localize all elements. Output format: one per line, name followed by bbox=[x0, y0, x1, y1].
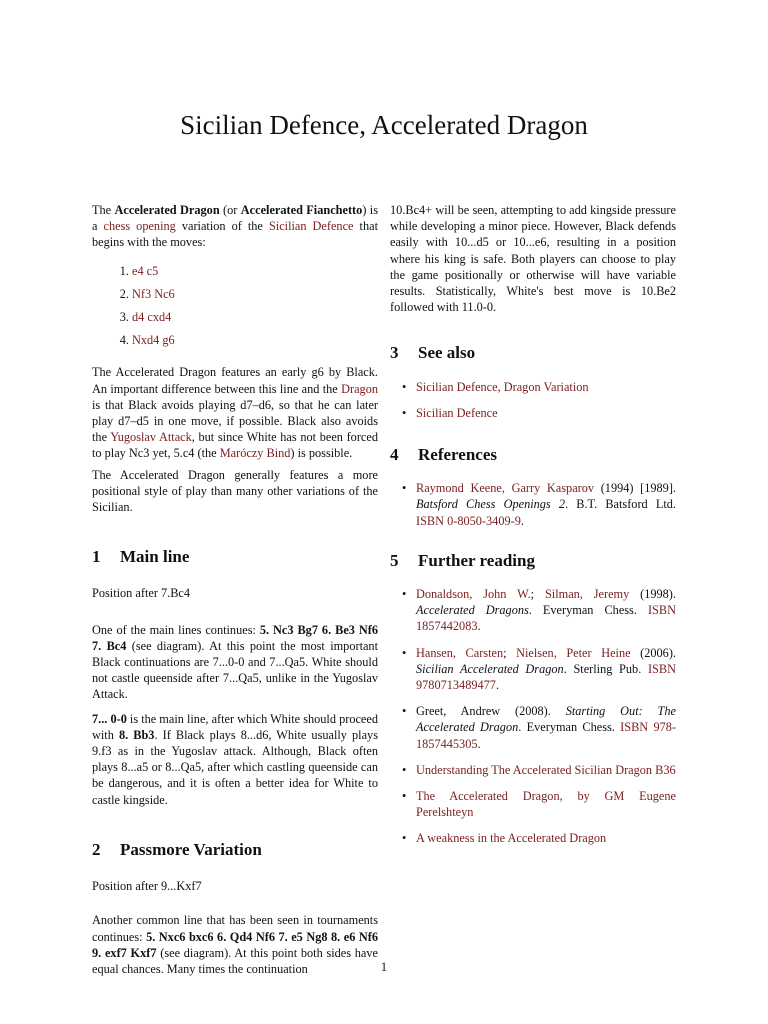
left-column bbox=[92, 202, 378, 982]
intro-paragraph: The Accelerated Dragon (or Accelerated Fianchetto) is a chess opening variation of the Sicilian Defence that begins with the moves: bbox=[92, 203, 378, 250]
section-heading-passmore: 2 Passmore Variation bbox=[92, 839, 262, 859]
move-item[interactable]: 2. Nf3 Nc6 bbox=[132, 286, 378, 302]
reading-item: • Donaldson, John W.; Silman, Jeremy (1998). Accelerated Dragons. Everyman Chess. ISBN 1857442083. bbox=[390, 586, 676, 635]
reading-item[interactable]: • Understanding The Accelerated Sicilian Dragon B36 bbox=[390, 762, 676, 778]
move-item[interactable]: 3. d4 cxd4 bbox=[132, 309, 378, 325]
dragon-link[interactable]: Dragon bbox=[341, 381, 378, 396]
sicilian-defence-link[interactable]: Sicilian Defence bbox=[268, 219, 354, 234]
positional-style-paragraph: The Accelerated Dragon generally features a more positional style of play than many other variations of the Sicilian. bbox=[92, 467, 378, 515]
page-number: 1 bbox=[380, 960, 388, 974]
move-item[interactable]: 4. Nxd4 g6 bbox=[132, 332, 378, 348]
see-also-list bbox=[390, 379, 676, 421]
passmore-paragraph: Another common line that has been seen in tournaments continues: 5. Nxc6 bxc6 6. Qd4 Nf6 7. e5 Ng8 8. e6 Nf6 9. exf7 Kxf7 (see diagram). At this point both sides have equal chances. Many times the continuation bbox=[92, 913, 378, 976]
reading-item[interactable]: • A weakness in the Accelerated Dragon bbox=[390, 830, 676, 846]
diagram-caption: Position after 9...Kxf7 bbox=[92, 879, 202, 894]
list-item[interactable]: • Sicilian Defence bbox=[390, 405, 676, 421]
section-heading-see-also: 3 See also bbox=[390, 343, 476, 363]
diagram-caption: Position after 7.Bc4 bbox=[92, 586, 191, 601]
page-title: Sicilian Defence, Accelerated Dragon bbox=[180, 110, 588, 140]
reading-item: • Hansen, Carsten; Nielsen, Peter Heine (2006). Sicilian Accelerated Dragon. Sterling Pub. ISBN 9780713489477. bbox=[390, 645, 676, 694]
section-heading-further-reading: 5 Further reading bbox=[390, 550, 535, 570]
right-column bbox=[390, 202, 676, 857]
chess-opening-link[interactable]: chess opening bbox=[103, 219, 176, 234]
section-heading-main-line: 1 Main line bbox=[92, 547, 190, 567]
reading-item[interactable]: • The Accelerated Dragon, by GM Eugene Perelshteyn bbox=[390, 788, 676, 820]
reference-item: • Raymond Keene, Garry Kasparov (1994) [1989]. Batsford Chess Openings 2. B.T. Batsford Ltd. ISBN 0-8050-3409-9. bbox=[390, 480, 676, 529]
section-heading-references: 4 References bbox=[390, 445, 497, 465]
passmore-continuation-paragraph: 10.Bc4+ will be seen, attempting to add kingside pressure while developing a minor piece. However, Black defends easily with 10...d5 or 10...e6, resulting in a position where his king is safe. Both players can choose to play the game positionally or otherwise will have variable results. Statistically, White's best move is 10.Be2 followed with 11.0-0. bbox=[390, 203, 676, 315]
reading-item: • Greet, Andrew (2008). Starting Out: The Accelerated Dragon. Everyman Chess. ISBN 978-1857445305. bbox=[390, 703, 676, 752]
further-reading-list bbox=[390, 586, 676, 847]
yugoslav-attack-link[interactable]: Yugoslav Attack bbox=[110, 430, 192, 445]
list-item[interactable]: • Sicilian Defence, Dragon Variation bbox=[390, 379, 676, 395]
main-line-paragraph: One of the main lines continues: 5. Nc3 Bg7 6. Be3 Nf6 7. Bc4 (see diagram). At this point the most important Black continuations are 7...0-0 and 7...Qa5. White should not castle queenside after 7...Qa5, unlike in the Yugoslav Attack. bbox=[92, 622, 379, 702]
dragon-difference-paragraph: The Accelerated Dragon features an early g6 by Black. An important difference between this line and the Dragon is that Black avoids playing d7–d6, so that he can later play d7–d5 in one move, if possible. Black also avoids the Yugoslav Attack, but since White has not been forced to play Nc3 yet, 5.c4 (the Maróczy Bind) is possible. bbox=[92, 365, 378, 461]
opening-moves-list bbox=[92, 263, 378, 349]
maroczy-bind-link[interactable]: Maróczy Bind bbox=[219, 446, 291, 461]
castle-paragraph: 7... 0-0 is the main line, after which White should proceed with 8. Bb3. If Black plays 8...d6, White usually plays 9.f3 as in the Yugoslav attack. Although, Black often plays 8...a5 or 8...Qa5, after which castling queenside can be dangerous, and it is often a better idea for White to castle kingside. bbox=[92, 711, 378, 807]
references-list bbox=[390, 480, 676, 529]
move-item[interactable]: 1. e4 c5 bbox=[132, 263, 378, 279]
